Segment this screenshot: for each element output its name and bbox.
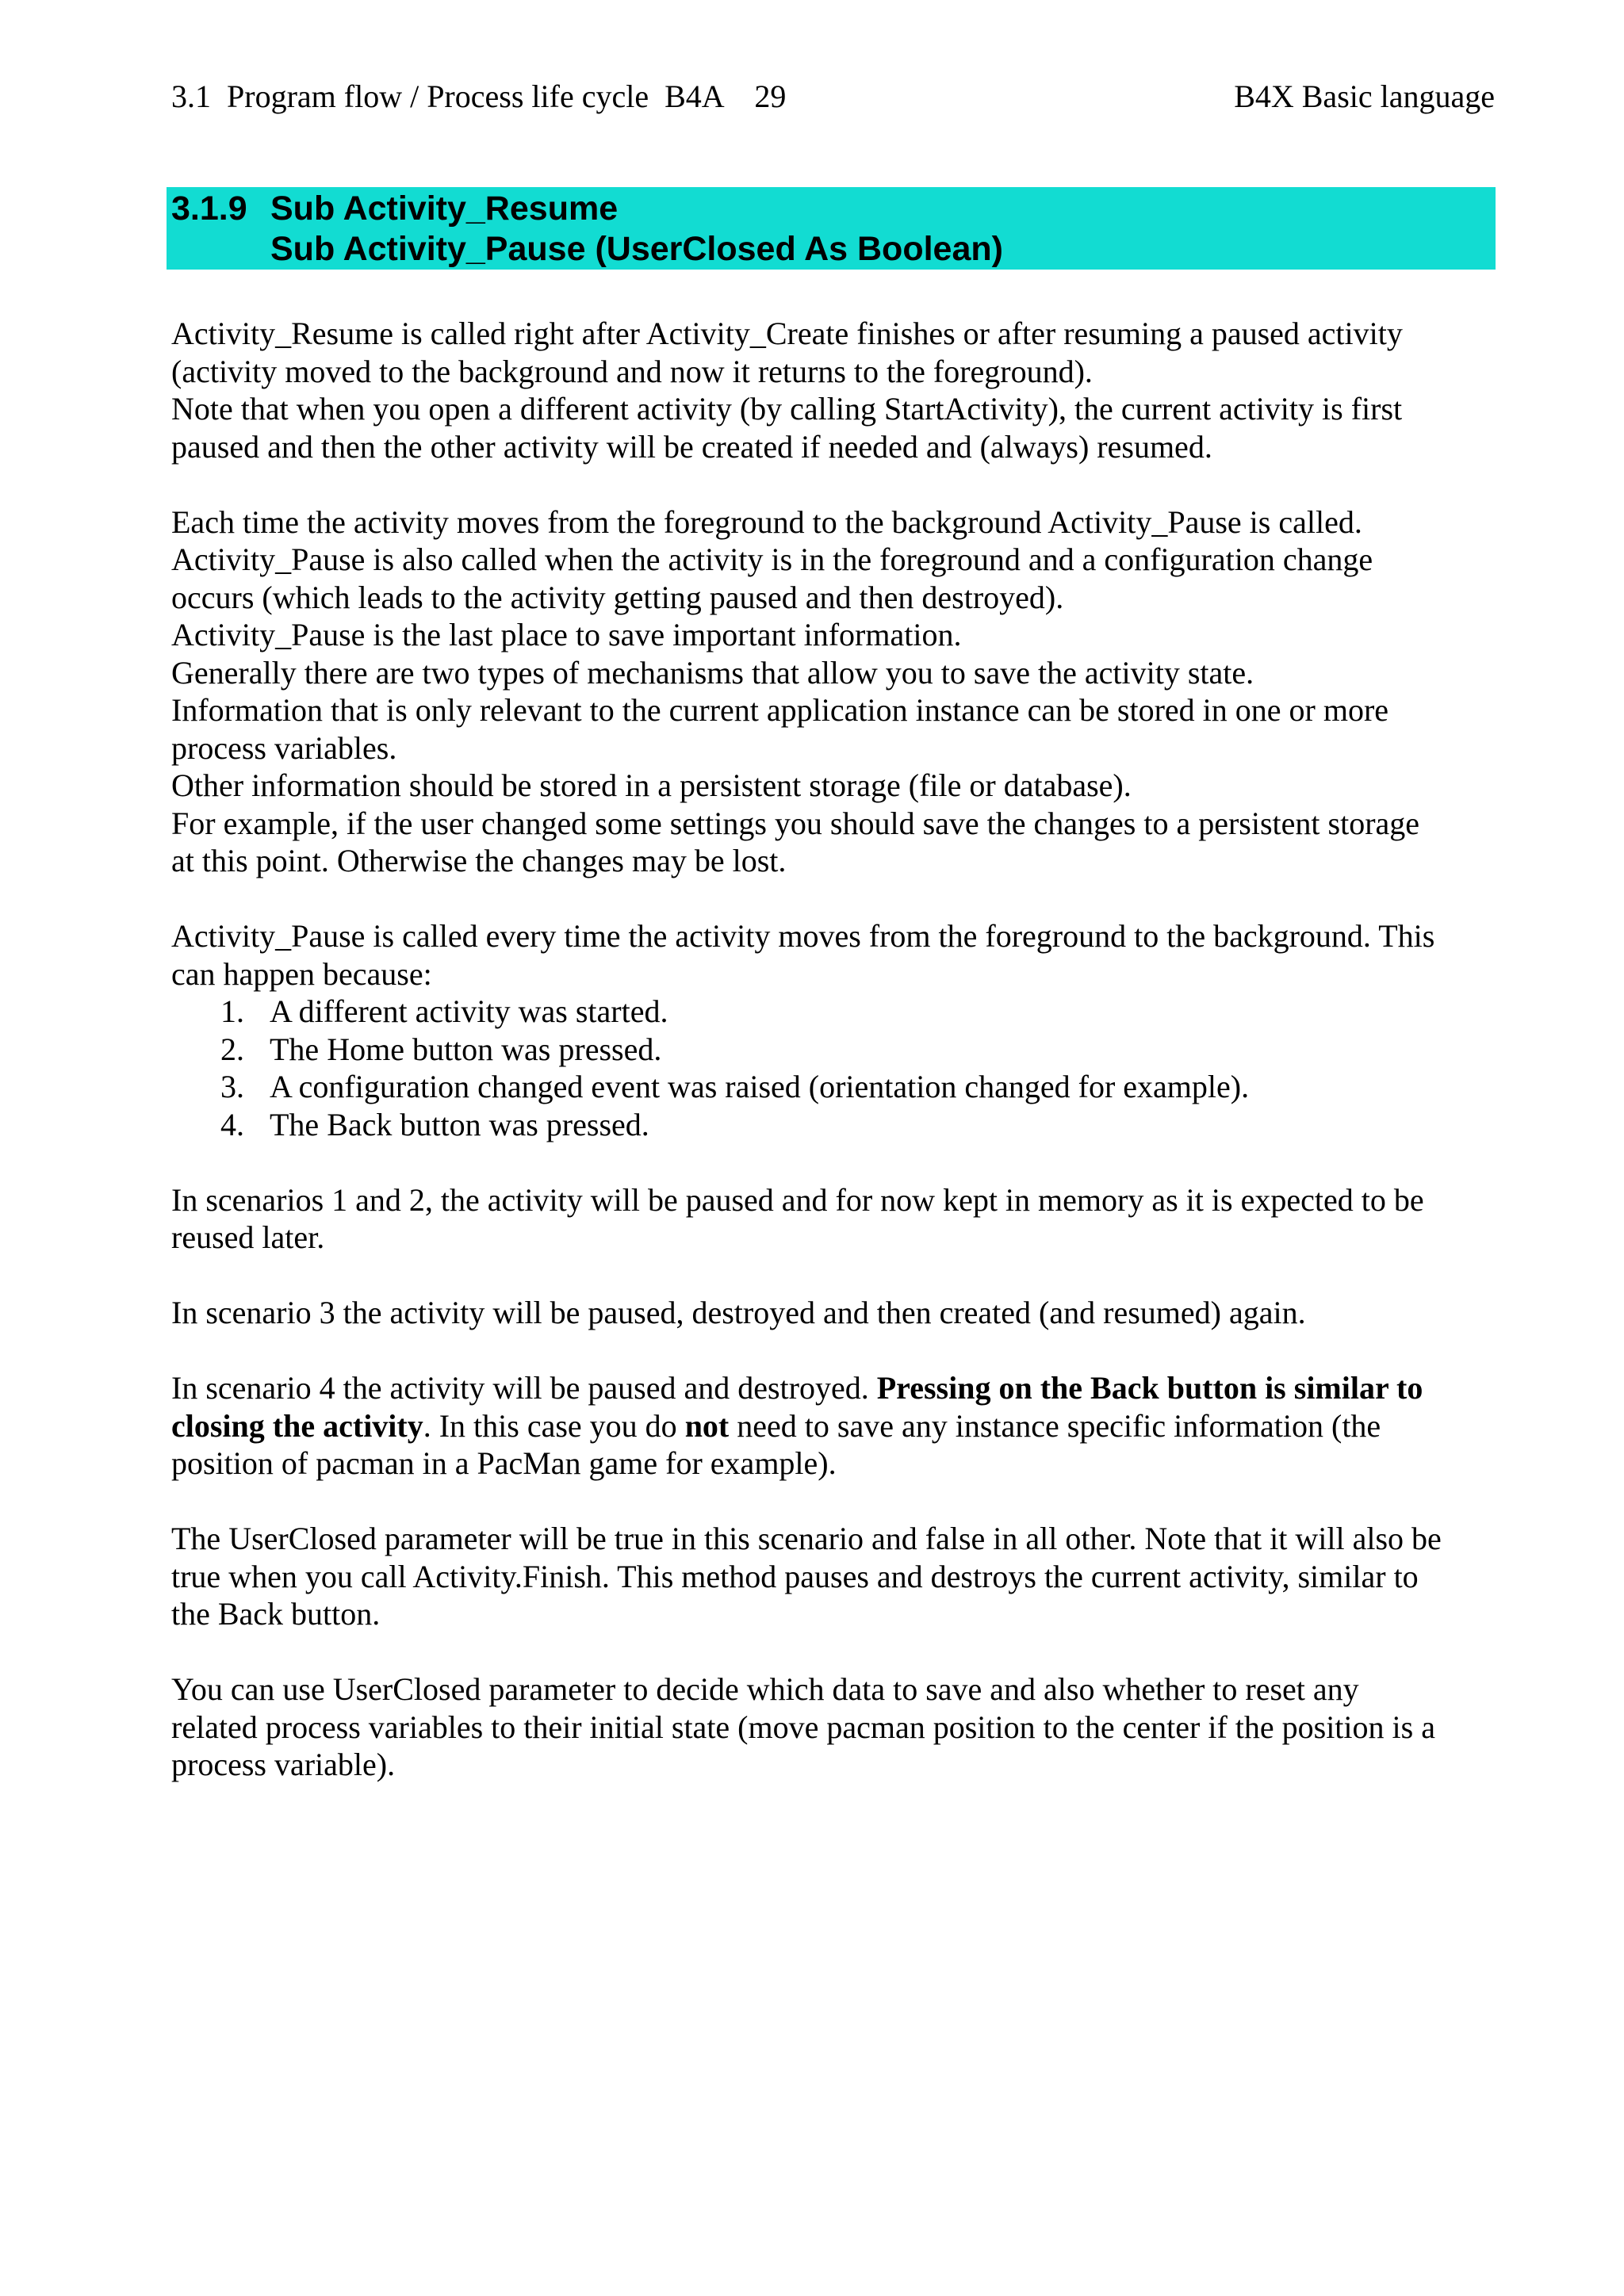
heading-line-1: [171, 189, 618, 229]
header-right: B4X Basic language: [1234, 78, 1495, 114]
text-line: Note that when you open a different activity (by calling StartActivity), the current activity is first: [171, 391, 1403, 427]
text-line: Generally there are two types of mechanisms that allow you to save the activity state.: [171, 654, 1254, 691]
text-line: (activity moved to the background and now it returns to the foreground).: [171, 353, 1093, 389]
paragraph-userclosed: [171, 1520, 1503, 1633]
text-line: For example, if the user changed some settings you should save the changes to a persistent storage: [171, 805, 1420, 841]
text-line: Each time the activity moves from the foreground to the background Activity_Pause is called.: [171, 503, 1362, 540]
text-line: position of pacman in a PacMan game for example).: [171, 1445, 837, 1481]
text-line: Activity_Pause is also called when the activity is in the foreground and a configuration change: [171, 541, 1373, 577]
paragraph-scenarios-1-2: [171, 1181, 1503, 1257]
text-line: The UserClosed parameter will be true in this scenario and false in all other. Note that it will also be: [171, 1521, 1442, 1556]
list-number: 3.: [220, 1069, 244, 1104]
heading-title-1: Sub Activity_Resume: [270, 189, 619, 228]
list-text: A different activity was started.: [270, 993, 668, 1029]
list-item: [171, 1031, 1503, 1069]
list-item: [171, 1068, 1503, 1106]
text-run: need to save any instance specific information (the: [729, 1407, 1381, 1444]
text-line: reused later.: [171, 1219, 325, 1255]
paragraph-usage: [171, 1670, 1503, 1784]
text-line: process variable).: [171, 1747, 396, 1782]
list-item: [171, 1106, 1503, 1144]
text-line: In scenario 3 the activity will be paused, destroyed and then created (and resumed) again.: [171, 1295, 1306, 1330]
text-line: Other information should be stored in a persistent storage (file or database).: [171, 767, 1132, 803]
text-line: related process variables to their initial state (move pacman position to the center if the position is a: [171, 1709, 1435, 1745]
list-text: The Back button was pressed.: [270, 1106, 649, 1142]
text-line: paused and then the other activity will be created if needed and (always) resumed.: [171, 428, 1212, 465]
text-line: Activity_Pause is called every time the activity moves from the foreground to the background. This: [171, 918, 1435, 954]
section-heading: [167, 187, 1496, 270]
paragraph-resume: [171, 315, 1503, 465]
running-header: [171, 76, 1495, 117]
text-line: Activity_Pause is the last place to save important information.: [171, 617, 962, 652]
text-line: process variables.: [171, 729, 397, 766]
text-line: can happen because:: [171, 955, 432, 992]
text-line: Information that is only relevant to the current application instance can be stored in one or more: [171, 692, 1389, 728]
text-line: occurs (which leads to the activity getting paused and then destroyed).: [171, 579, 1064, 615]
text-line: true when you call Activity.Finish. This method pauses and destroys the current activity, similar to: [171, 1558, 1419, 1594]
text-line: [171, 1369, 1503, 1407]
list-number: 2.: [220, 1031, 244, 1067]
text-line: Activity_Resume is called right after Activity_Create finishes or after resuming a paused activity: [171, 316, 1403, 351]
bold-text: closing the activity: [171, 1407, 423, 1444]
bold-text: Pressing on the Back button is similar to: [876, 1370, 1423, 1406]
bold-text: not: [684, 1407, 730, 1444]
text-run: . In this case you do: [423, 1407, 685, 1444]
text-line: the Back button.: [171, 1596, 381, 1632]
heading-line-2: [171, 229, 1003, 270]
text-line: In scenarios 1 and 2, the activity will be paused and for now kept in memory as it is expected to be: [171, 1181, 1424, 1218]
list-number: 1.: [220, 993, 244, 1029]
reasons-list: [171, 993, 1503, 1143]
list-text: The Home button was pressed.: [270, 1031, 662, 1067]
header-left: 3.1 Program flow / Process life cycle B4A 29: [171, 78, 787, 114]
list-item: [171, 993, 1503, 1031]
text-line: You can use UserClosed parameter to decide which data to save and also whether to reset any: [171, 1671, 1359, 1707]
paragraph-reasons: [171, 917, 1503, 1143]
heading-title-2: Sub Activity_Pause (UserClosed As Boolean): [270, 230, 1003, 268]
paragraph-scenario-3: [171, 1294, 1503, 1332]
list-text: A configuration changed event was raised (orientation changed for example).: [270, 1069, 1250, 1104]
text-line: at this point. Otherwise the changes may be lost.: [171, 843, 787, 878]
body-text: [171, 315, 1503, 1821]
text-line: [171, 1407, 1503, 1445]
text-run: In scenario 4 the activity will be paused and destroyed.: [171, 1370, 877, 1406]
paragraph-pause: [171, 503, 1503, 880]
list-number: 4.: [220, 1106, 244, 1142]
heading-number: 3.1.9: [171, 189, 247, 228]
paragraph-scenario-4: [171, 1369, 1503, 1483]
